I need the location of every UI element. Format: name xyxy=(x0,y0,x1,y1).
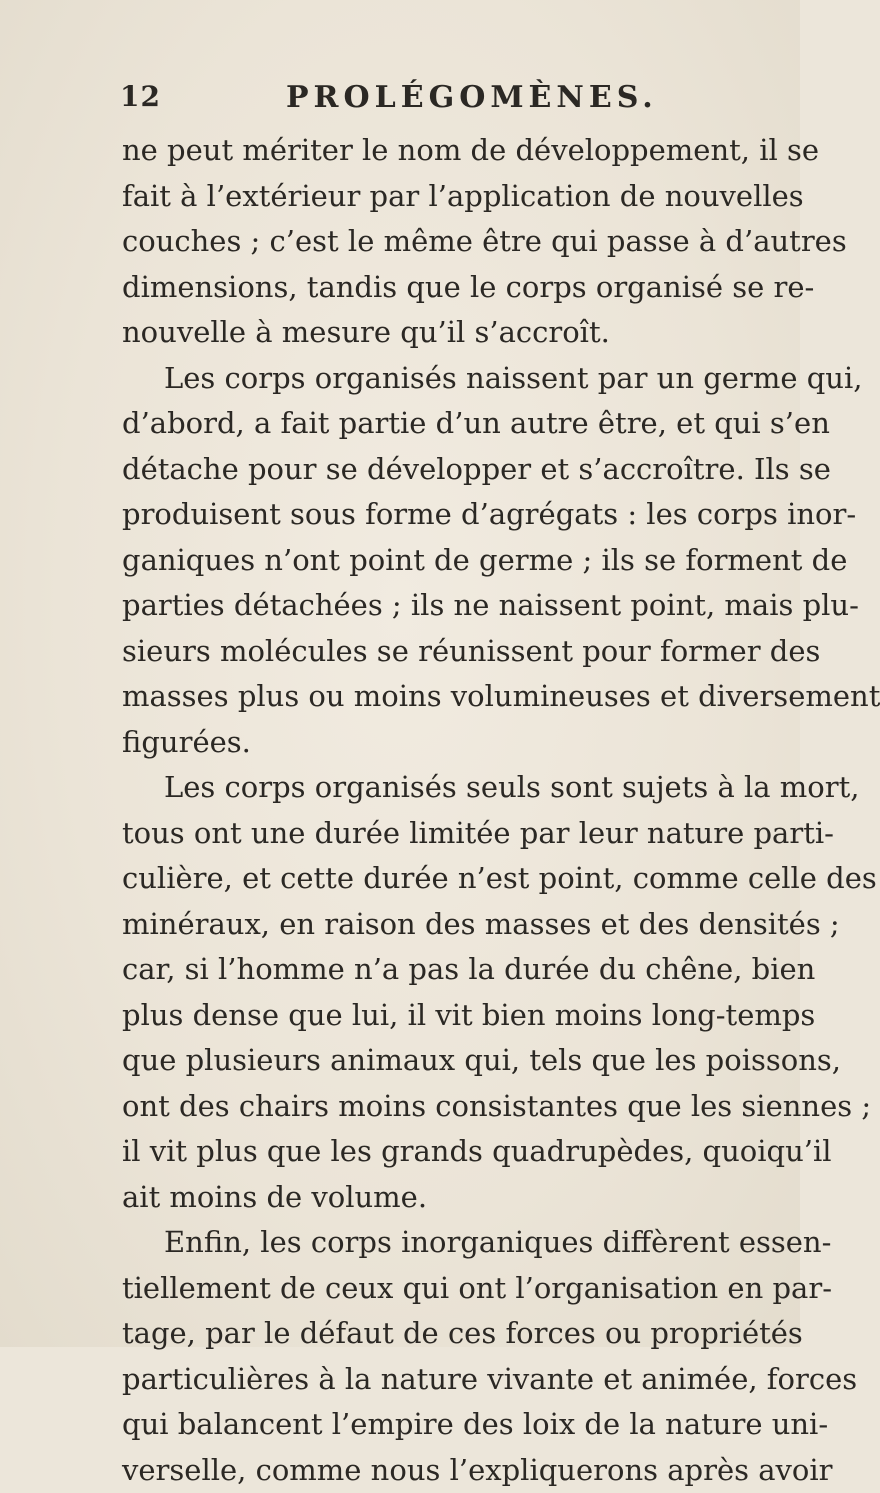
text-line: ganiques n’ont point de germe ; ils se forment de xyxy=(122,538,744,584)
paragraph-4 xyxy=(122,1220,744,1493)
text-line: qui balancent l’empire des loix de la nature uni- xyxy=(122,1402,744,1448)
text-line: car, si l’homme n’a pas la durée du chêne, bien xyxy=(122,947,744,993)
text-line: masses plus ou moins volumineuses et diversement xyxy=(122,674,744,720)
text-line: produisent sous forme d’agrégats : les corps inor- xyxy=(122,492,744,538)
body-text xyxy=(122,128,744,1493)
text-line: Les corps organisés seuls sont sujets à la mort, xyxy=(122,765,744,811)
text-line: il vit plus que les grands quadrupèdes, quoiqu’il xyxy=(122,1129,744,1175)
paragraph-3 xyxy=(122,765,744,1220)
text-line: plus dense que lui, il vit bien moins long-temps xyxy=(122,993,744,1039)
page-number: 12 xyxy=(120,80,161,113)
text-line: tous ont une durée limitée par leur nature parti- xyxy=(122,811,744,857)
text-line: détache pour se développer et s’accroître. Ils se xyxy=(122,447,744,493)
text-line: minéraux, en raison des masses et des densités ; xyxy=(122,902,744,948)
running-title: PROLÉGOMÈNES. xyxy=(286,80,658,115)
text-line: fait à l’extérieur par l’application de nouvelles xyxy=(122,174,744,220)
text-line: particulières à la nature vivante et animée, forces xyxy=(122,1357,744,1403)
text-line: couches ; c’est le même être qui passe à d’autres xyxy=(122,219,744,265)
text-line: ont des chairs moins consistantes que les siennes ; xyxy=(122,1084,744,1130)
text-line: parties détachées ; ils ne naissent point, mais plu- xyxy=(122,583,744,629)
paragraph-1 xyxy=(122,128,744,356)
text-line: tage, par le défaut de ces forces ou propriétés xyxy=(122,1311,744,1357)
text-line: sieurs molécules se réunissent pour former des xyxy=(122,629,744,675)
text-line: dimensions, tandis que le corps organisé se re- xyxy=(122,265,744,311)
paragraph-2 xyxy=(122,356,744,766)
text-line: ait moins de volume. xyxy=(122,1175,744,1221)
text-line: culière, et cette durée n’est point, comme celle des xyxy=(122,856,744,902)
text-line: que plusieurs animaux qui, tels que les poissons, xyxy=(122,1038,744,1084)
text-line: Les corps organisés naissent par un germe qui, xyxy=(122,356,744,402)
text-line: verselle, comme nous l’expliquerons après avoir xyxy=(122,1448,744,1493)
text-line: tiellement de ceux qui ont l’organisation en par- xyxy=(122,1266,744,1312)
text-line: nouvelle à mesure qu’il s’accroît. xyxy=(122,310,744,356)
page-header xyxy=(120,80,740,124)
text-line: figurées. xyxy=(122,720,744,766)
text-line: Enfin, les corps inorganiques diffèrent essen- xyxy=(122,1220,744,1266)
text-line: ne peut mériter le nom de développement, il se xyxy=(122,128,744,174)
text-line: d’abord, a fait partie d’un autre être, et qui s’en xyxy=(122,401,744,447)
